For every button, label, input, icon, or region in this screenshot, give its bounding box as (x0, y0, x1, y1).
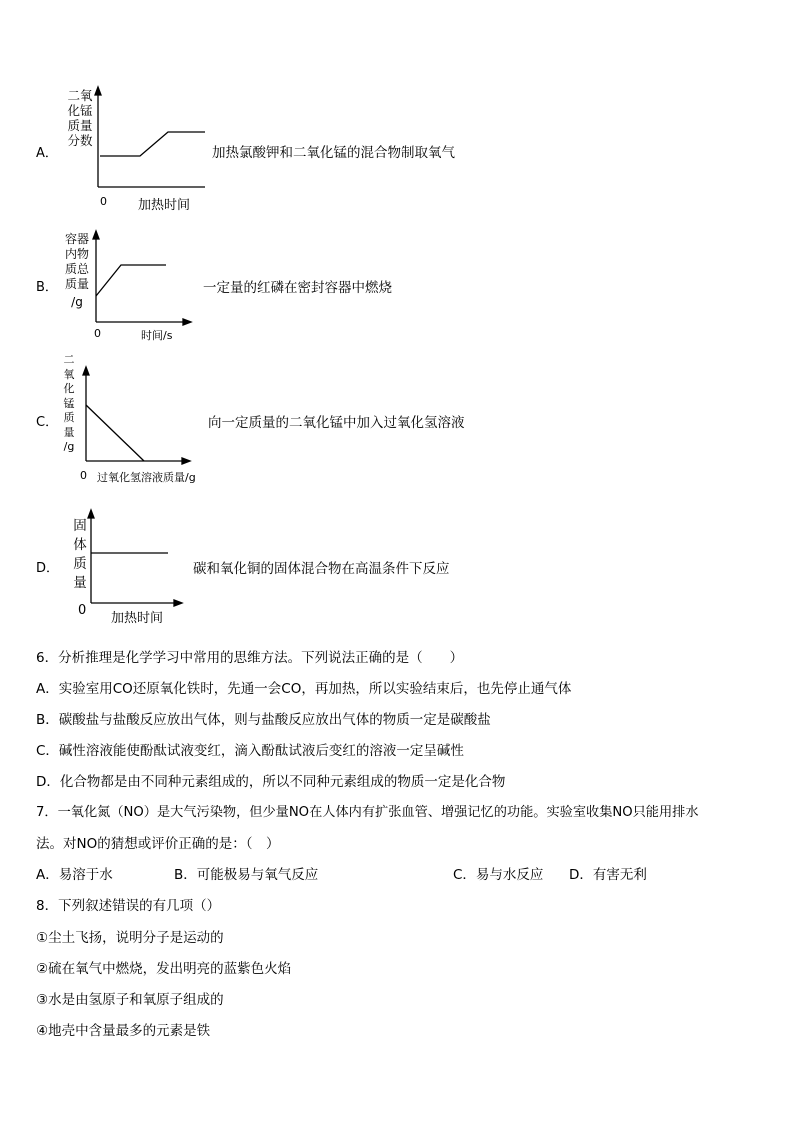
graph-c-y-label: 二 氧 化 锰 质 量 /g (63, 353, 75, 454)
option-c-caption: 向一定质量的二氧化锰中加入过氧化氢溶液 (208, 415, 465, 431)
graph-c-x-label: 过氧化氢溶液质量/g (97, 471, 196, 484)
graph-b-origin: 0 (94, 327, 101, 340)
q6-stem: 6．分析推理是化学学习中常用的思维方法。下列说法正确的是（ ） (36, 650, 464, 666)
graph-c-y-arrow (83, 367, 89, 375)
q6-option-d: D．化合物都是由不同种元素组成的，所以不同种元素组成的物质一定是化合物 (36, 774, 506, 790)
q8-stem: 8．下列叙述错误的有几项（） (36, 898, 221, 914)
graph-d-x-label: 加热时间 (111, 611, 164, 626)
graph-b-x-arrow (183, 319, 191, 325)
graph-a-x-label: 加热时间 (138, 198, 191, 213)
option-b-caption: 一定量的红磷在密封容器中燃烧 (203, 280, 392, 296)
q8-item-4: ④地壳中含量最多的元素是铁 (36, 1023, 211, 1039)
q6-option-c: C．碱性溶液能使酚酞试液变红，滴入酚酞试液后变红的溶液一定呈碱性 (36, 743, 464, 759)
graph-d-y-label: 固 体 质 量 (73, 518, 87, 591)
option-c-letter: C． (36, 415, 59, 430)
graph-b-x-label: 时间/s (141, 329, 173, 342)
graph-a-origin: 0 (100, 195, 107, 208)
graph-b-curve (96, 265, 166, 296)
graph-a-curve (100, 132, 205, 156)
q7-option-a: A．易溶于水 (36, 867, 113, 883)
q8-item-2: ②硫在氧气中燃烧，发出明亮的蓝紫色火焰 (36, 961, 292, 977)
option-b-letter: B． (36, 280, 58, 295)
q6-option-b: B．碳酸盐与盐酸反应放出气体，则与盐酸反应放出气体的物质一定是碳酸盐 (36, 712, 491, 728)
option-d-caption: 碳和氧化铜的固体混合物在高温条件下反应 (193, 561, 450, 577)
graph-b-y-arrow (93, 231, 99, 239)
option-a-letter: A． (36, 146, 58, 161)
graph-b-y-label: 容器 内物 质总 质量 /g (64, 232, 89, 309)
option-a-caption: 加热氯酸钾和二氧化锰的混合物制取氧气 (212, 145, 455, 161)
graph-d-x-arrow (174, 600, 182, 606)
q7-option-b: B．可能极易与氧气反应 (174, 867, 319, 883)
graph-a-y-label: 二氧 化锰 质量 分数 (67, 88, 93, 148)
graph-c-curve (86, 405, 144, 461)
option-d-letter: D． (36, 561, 60, 576)
q7-option-d: D．有害无利 (569, 867, 647, 883)
q8-item-1: ①尘土飞扬，说明分子是运动的 (36, 930, 224, 946)
q7-stem-line2: 法。对NO的猜想或评价正确的是：（ ） (36, 836, 280, 852)
graph-d-origin: 0 (78, 603, 87, 618)
q6-option-a: A．实验室用CO还原氧化铁时，先通一会CO，再加热，所以实验结束后，也先停止通气体 (36, 681, 572, 697)
graph-c-origin: 0 (80, 469, 87, 482)
q7-option-c: C．易与水反应 (453, 867, 544, 883)
q8-item-3: ③水是由氢原子和氧原子组成的 (36, 992, 224, 1008)
q7-stem-line1: 7．一氧化氮（NO）是大气污染物，但少量NO在人体内有扩张血管、增强记忆的功能。实验室收集NO只能用排水 (36, 805, 699, 820)
graph-c-x-arrow (182, 458, 190, 464)
